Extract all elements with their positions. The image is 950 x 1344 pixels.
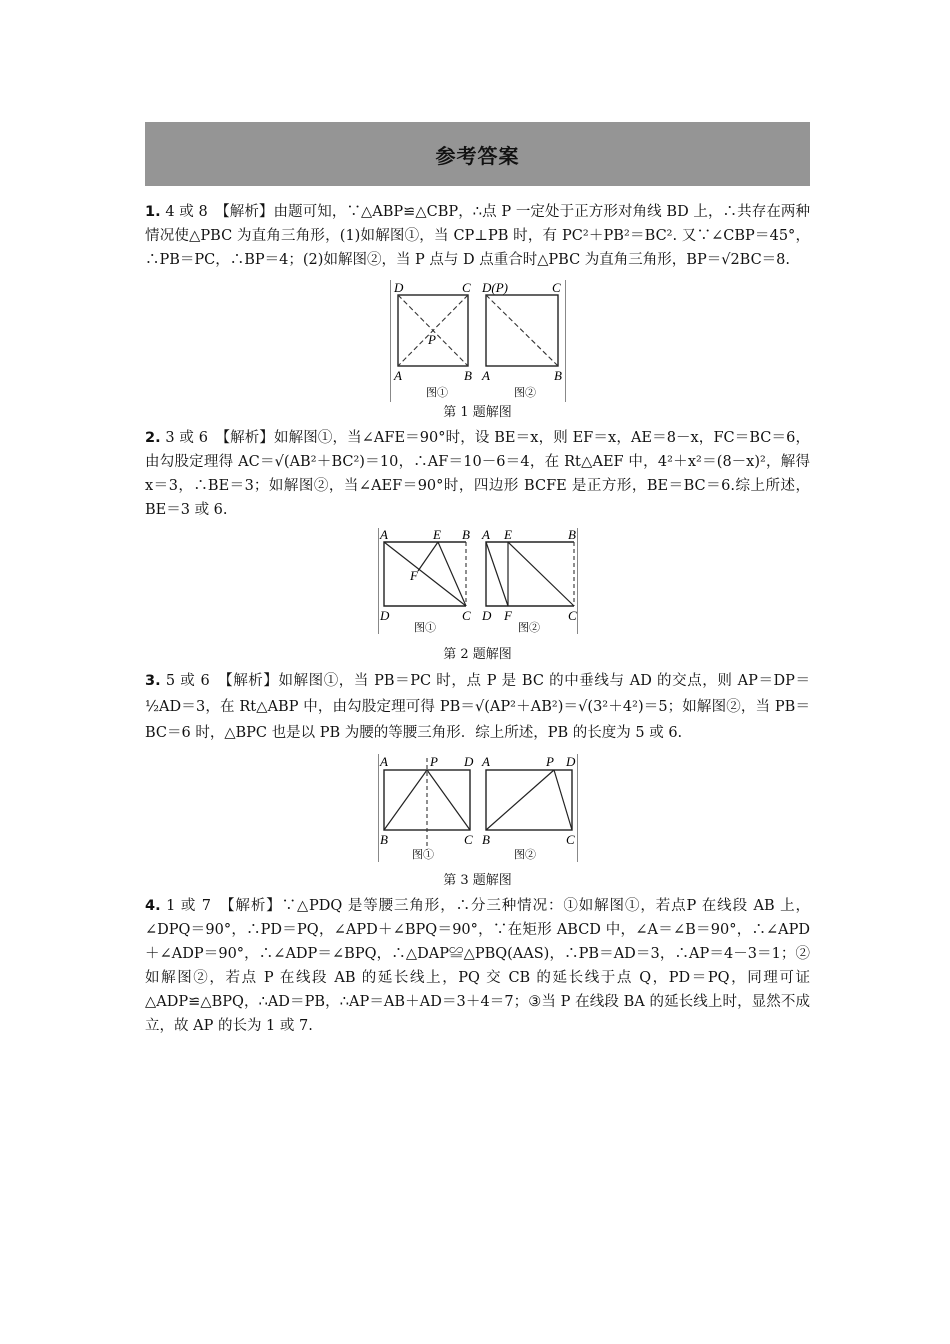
- question-1-number: 1.: [145, 204, 161, 220]
- fig1-label-B: B: [463, 368, 472, 383]
- fig3-label-B: B: [379, 832, 388, 847]
- fig2-label-D: D: [379, 608, 389, 623]
- fig2b-label-C: C: [567, 608, 577, 623]
- figure-2-caption: 第 2 题解图: [443, 647, 512, 662]
- fig2-label-E: E: [432, 528, 441, 542]
- figure-2: [378, 528, 578, 634]
- question-2-text: 3 或 6 【解析】如解图①，当∠AFE＝90°时，设 BE＝x，则 EF＝x，AE＝8－x，FC＝BC＝6，由勾股定理得 AC＝√(AB²＋BC²)＝10，∴AF＝10－6＝4，在 Rt△AEF 中，4²＋x²＝(8－x)²，解得 x＝3，∴BE＝3；如解图②，当∠AEF＝90°时，四边形 BCFE 是正方形，BE＝BC＝6.综上所述，BE＝3 或 6.: [145, 430, 811, 518]
- fig3b-label-A: A: [481, 754, 490, 769]
- answer-banner: [145, 122, 810, 186]
- fig3b-label-P: P: [545, 754, 554, 769]
- fig3-label-D: D: [463, 754, 473, 769]
- fig1-label-DP: D(P): [481, 280, 508, 295]
- figure-1-panel-2: [481, 280, 562, 399]
- figure-3-panel-1: [379, 754, 474, 861]
- question-1-text: 4 或 8 【解析】由题可知，∵△ABP≌△CBP，∴点 P 一定处于正方形对角线 BD 上，∴共存在两种情况使△PBC 为直角三角形，(1)如解图①，当 CP⊥PB 时，有 PC²＋PB²＝BC². 又∵∠CBP＝45°，∴PB＝PC，∴BP＝4；(2)如解图②，当 P 点与 D 点重合时△PBC 为直角三角形，BP＝√2BC＝8.: [145, 204, 810, 268]
- fig2b-label-D: D: [481, 608, 491, 623]
- fig2b-label-B: B: [567, 528, 576, 542]
- fig3-label-P: P: [429, 754, 438, 769]
- figure-3-caption: 第 3 题解图: [443, 873, 512, 888]
- fig3b-label-C: C: [565, 832, 575, 847]
- fig2-label-C: C: [461, 608, 471, 623]
- fig1-label-A: A: [393, 368, 402, 383]
- figure-1: [390, 280, 566, 402]
- fig1-label-P: P: [427, 332, 436, 347]
- question-3-text: 5 或 6 【解析】如解图①，当 PB＝PC 时，点 P 是 BC 的中垂线与 AD 的交点，则 AP＝DP＝½AD＝3，在 Rt△ABP 中，由勾股定理可得 PB＝√(AP²＋AB²)＝√(3²＋4²)＝5；如解图②，当 PB＝BC＝6 时，△BPC 也是以 PB 为腰的等腰三角形．综上所述，PB 的长度为 5 或 6.: [145, 673, 810, 741]
- figure-1-caption: 第 1 题解图: [443, 405, 512, 420]
- fig1-label-C: C: [461, 280, 471, 295]
- question-4: [145, 894, 810, 1038]
- fig2-label-F: F: [409, 568, 418, 583]
- fig1-label-D: D: [393, 280, 403, 295]
- fig3-label-C: C: [463, 832, 473, 847]
- fig1-sub-1: 图①: [425, 387, 448, 399]
- figure-1-panel-1: [393, 280, 472, 399]
- question-3: [145, 668, 810, 746]
- question-2: [145, 426, 810, 522]
- question-4-number: 4.: [145, 898, 161, 914]
- fig2b-label-F: F: [503, 608, 512, 623]
- fig3b-label-B: B: [481, 832, 490, 847]
- figure-2-panel-1: [379, 528, 471, 634]
- fig2b-label-E: E: [503, 528, 512, 542]
- figure-2-panel-2: [481, 528, 577, 634]
- question-3-number: 3.: [145, 673, 161, 689]
- figure-3: [378, 754, 578, 862]
- fig1b-label-A: A: [481, 368, 490, 383]
- fig2-label-A: A: [379, 528, 388, 542]
- answer-content: [145, 200, 810, 1038]
- figure-3-panel-2: [481, 754, 576, 861]
- fig1-sub-2: 图②: [513, 387, 536, 399]
- banner-title: 参考答案: [435, 143, 520, 168]
- fig3-label-A: A: [379, 754, 388, 769]
- fig3-sub-1: 图①: [411, 849, 434, 861]
- fig3-sub-2: 图②: [513, 849, 536, 861]
- fig3b-label-D: D: [565, 754, 575, 769]
- fig2-sub-2: 图②: [517, 622, 540, 634]
- fig1b-label-B: B: [553, 368, 562, 383]
- fig2-label-B: B: [461, 528, 470, 542]
- fig1b-label-C: C: [551, 280, 561, 295]
- question-1: [145, 200, 810, 272]
- fig2-sub-1: 图①: [413, 622, 436, 634]
- fig2b-label-A: A: [481, 528, 490, 542]
- question-2-number: 2.: [145, 430, 161, 446]
- question-4-text: 1 或 7 【解析】∵△PDQ 是等腰三角形，∴分三种情况：①如解图①，若点P 在线段 AB 上，∠DPQ＝90°，∴PD＝PQ，∠APD＋∠BPQ＝90°，∵在矩形 ABCD 中，∠A＝∠B＝90°，∴∠APD＋∠ADP＝90°，∴∠ADP＝∠BPQ，∴△DAP≌△PBQ(AAS)，∴PB＝AD＝3，∴AP＝4－3＝1；②如解图②，若点 P 在线段 AB 的延长线上，PQ 交 CB 的延长线于点 Q，PD＝PQ，同理可证△ADP≌△BPQ，∴AD＝PB，∴AP＝AB＋AD＝3＋4＝7；③当 P 在线段 BA 的延长线上时，显然不成立，故 AP 的长为 1 或 7.: [145, 898, 811, 1034]
